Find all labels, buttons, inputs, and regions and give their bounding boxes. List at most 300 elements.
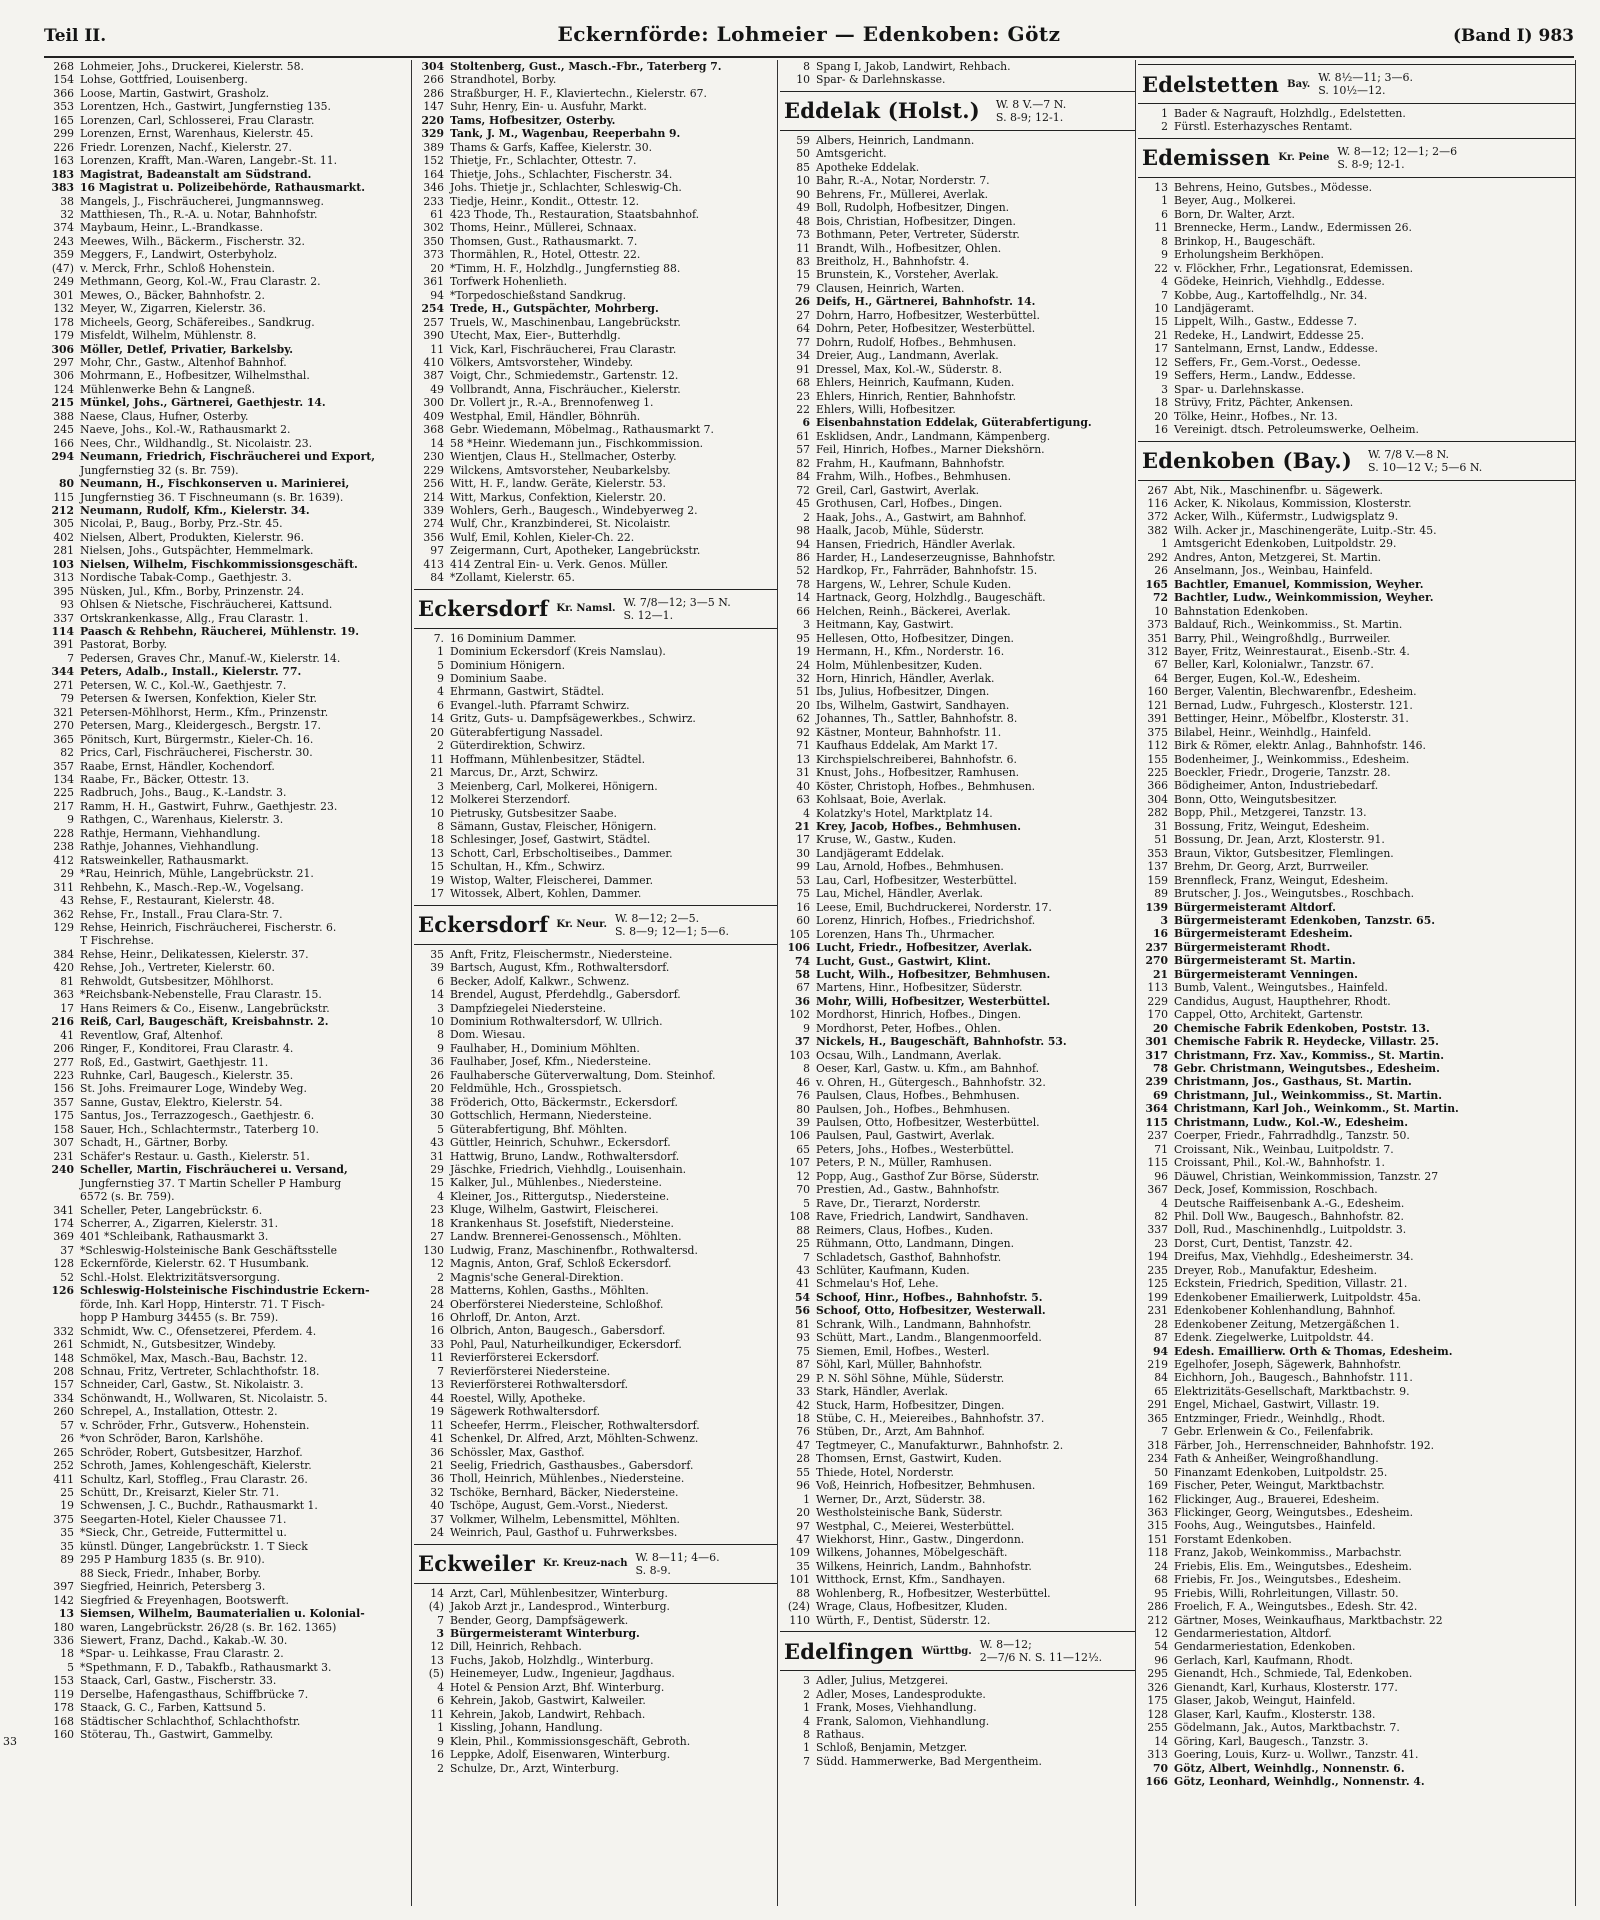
directory-entry [414,141,777,154]
entry-text: Frahm, Wilh., Hofbes., Behmhusen. [816,470,1011,484]
entry-text: Apotheke Eddelak. [816,160,920,174]
directory-entry [1138,1371,1575,1384]
entry-text: Schönwandt, H., Wollwaren, St. Nicolaistr. 5. [80,1391,328,1405]
phone-number: 18 [430,833,444,847]
entry-text: Schroth, James, Kohlengeschäft, Kielerstr. [80,1459,312,1473]
entry-text: Fischer, Peter, Weingut, Marktbachstr. [1174,1479,1385,1493]
entry-text: Paulsen, Joh., Hofbes., Behmhusen. [816,1102,1011,1116]
directory-entry [1138,396,1575,409]
entry-text: Hargens, W., Lehrer, Schule Kuden. [816,577,1012,591]
directory-entry [1138,1197,1575,1210]
directory-entry [1138,524,1575,537]
phone-number: 382 [1147,523,1168,537]
directory-entry [44,773,411,786]
entry-text: Ratsweinkeller, Rathausmarkt. [80,853,249,867]
entry-text: Schrank, Wilh., Landmann, Bahnhofstr. [816,1317,1032,1331]
entry-text: Revierförsterei Niedersteine. [450,1364,611,1378]
phone-number: 54 [794,1290,810,1304]
entry-text: Froelich, F. A., Weingutsbes., Edesh. Str. 42. [1174,1600,1418,1614]
phone-number: 29 [60,867,74,881]
phone-number: 199 [1147,1290,1168,1304]
directory-entry [1138,1170,1575,1183]
directory-entry [414,1392,777,1405]
entry-text: Matterns, Kohlen, Gasths., Möhlten. [450,1284,649,1298]
entry-text: künstl. Dünger, Langebrückstr. 1. T Sieck [80,1539,308,1553]
directory-entry [414,1002,777,1015]
office-hours: W. 8—12; 2—7/6 N. S. 11—12½. [979,1638,1103,1665]
entry-text: Gienandt, Karl, Kurhaus, Klosterstr. 177. [1174,1680,1398,1694]
phone-number: 165 [53,113,74,127]
phone-number: 65 [1154,1384,1168,1398]
directory-entry [44,1728,411,1741]
entry-text: Bachtler, Ludw., Weinkommission, Weyher. [1174,591,1434,605]
phone-number: 152 [423,154,444,168]
directory-entry [414,1640,777,1653]
entry-text: Anft, Fritz, Fleischermstr., Niedersteine. [450,947,673,961]
directory-entry [414,1203,777,1216]
directory-entry [780,1197,1135,1210]
directory-entry [44,1190,411,1203]
entry-text: Tschöke, Bernhard, Bäcker, Niedersteine. [450,1485,679,1499]
entry-text: Wiekhorst, Hinr., Gastw., Dingerdonn. [816,1533,1025,1547]
entry-text: Adler, Moses, Landesprodukte. [816,1687,986,1701]
directory-entry [1138,1560,1575,1573]
directory-entry [780,1116,1135,1129]
directory-entry [780,1156,1135,1169]
entry-text: 423 Thode, Th., Restauration, Staatsbahnhof. [450,207,700,221]
entry-text: Seffers, Herm., Landw., Eddesse. [1174,369,1356,383]
directory-entry [1138,1573,1575,1586]
entry-text: Kästner, Monteur, Bahnhofstr. 11. [816,725,1002,739]
phone-number: 265 [53,1445,74,1459]
office-hours: W. 8½—11; 3—6. S. 10½—12. [1318,71,1413,97]
phone-number: 75 [796,1344,810,1358]
phone-number: 212 [51,503,74,517]
entry-text: Ruhnke, Carl, Baugesch., Kielerstr. 35. [80,1068,294,1082]
phone-number: 14 [796,591,810,605]
entry-text: Radbruch, Johs., Baug., K.-Landstr. 3. [80,786,287,800]
phone-number: 306 [53,369,74,383]
entry-text: Volkmer, Wilhelm, Lebensmittel, Möhlten. [450,1512,680,1526]
directory-entry [780,618,1135,631]
phone-number: 90 [796,187,810,201]
entry-text: Esklidsen, Andr., Landmann, Kämpenberg. [816,429,1051,443]
entry-text: Voß, Heinrich, Hofbesitzer, Behmhusen. [816,1479,1036,1493]
entry-text: *von Schröder, Baron, Karlshöhe. [80,1432,264,1446]
entry-text: Edenkobener Emailierwerk, Luitpoldstr. 45a. [1174,1290,1422,1304]
directory-entry [1138,887,1575,900]
directory-entry [414,961,777,974]
directory-entry [780,470,1135,483]
phone-number: 82 [1154,1209,1168,1223]
directory-entry [414,262,777,275]
phone-number: 94 [1152,1344,1168,1358]
phone-number: 7 [67,651,74,665]
phone-number: 10 [430,1015,444,1028]
entry-text: Gendarmeriestation, Edenkoben. [1174,1640,1356,1654]
entry-text: Engel, Michael, Gastwirt, Villastr. 19. [1174,1398,1380,1412]
entry-text: Mohr, Chr., Gastw., Altenhof Bahnhof. [80,355,287,369]
phone-number: 20 [1154,409,1168,423]
directory-entry [1138,954,1575,967]
phone-number: 234 [1147,1452,1168,1466]
phone-number: 366 [1147,779,1168,793]
phone-number: 29 [430,1162,444,1176]
entry-text: 16 Magistrat u. Polizeibehörde, Rathausmarkt. [80,181,365,195]
directory-entry [780,1741,1135,1754]
directory-entry [780,1688,1135,1701]
office-hours: W. 7/8—12; 3—5 N. S. 12—1. [623,595,731,622]
entry-text: Schmidt, Ww. C., Ofensetzerei, Pferdem. 4. [80,1324,317,1338]
phone-number: 28 [430,1284,444,1298]
phone-number: 206 [53,1042,74,1056]
directory-entry [780,699,1135,712]
entry-text: Christmann, Ludw., Kol.-W., Edesheim. [1174,1115,1408,1129]
directory-entry [414,1627,777,1640]
entry-text: Greil, Carl, Gastwirt, Averlak. [816,483,979,497]
directory-entry [44,1647,411,1660]
phone-number: 114 [51,625,74,639]
office-hours: W. 8—12; 12—1; 2—6 S. 8-9; 12-1. [1337,144,1458,171]
directory-entry [44,1594,411,1607]
directory-entry [44,114,411,127]
entry-text: Tschöpe, August, Gem.-Vorst., Niederst. [450,1499,669,1513]
entry-text: Witt, Markus, Confektion, Kielerstr. 20. [450,490,667,504]
directory-entry [44,1244,411,1257]
phone-number: 78 [796,577,810,591]
entry-text: St. Johs. Freimaurer Loge, Windeby Weg. [80,1082,307,1096]
directory-entry [780,1533,1135,1546]
directory-entry [1138,1035,1575,1048]
entry-text: Glaser, Karl, Kaufm., Klosterstr. 138. [1174,1707,1376,1721]
entry-text: Breitholz, H., Bahnhofstr. 4. [816,254,970,268]
phone-number: 391 [1147,712,1168,726]
phone-number: 301 [53,288,74,302]
entry-text: Johs. Thietje jr., Schlachter, Schleswig-Ch. [450,181,682,195]
entry-text: Popp, Aug., Gasthof Zur Börse, Süderstr. [816,1169,1040,1183]
phone-number: 1 [1161,107,1168,120]
directory-entry [780,161,1135,174]
entry-text: Eichhorn, Joh., Baugesch., Bahnhofstr. 111. [1174,1371,1413,1385]
entry-text: Brunstein, K., Vorsteher, Averlak. [816,268,999,282]
directory-entry [780,511,1135,524]
entry-text: Trede, H., Gutspächter, Mohrberg. [450,302,659,316]
phone-number: 165 [1145,577,1168,591]
directory-entry [1138,1156,1575,1169]
phone-number: 20 [430,261,444,275]
entry-text: Petersen & Iwersen, Konfektion, Kieler Str. [80,692,317,706]
entry-text: Pohl, Paul, Naturheilkundiger, Eckersdorf. [450,1337,682,1351]
directory-entry [780,1089,1135,1102]
entry-text: Lau, Carl, Hofbesitzer, Westerbüttel. [816,873,1017,887]
phone-number: 39 [796,1115,810,1129]
phone-number: 63 [796,793,810,807]
directory-entry [44,437,411,450]
entry-text: Lorenzen, Carl, Schlosserei, Frau Clarastr. [80,113,315,127]
directory-entry [780,1546,1135,1559]
directory-entry [414,437,777,450]
directory-entry [780,1399,1135,1412]
entry-text: Nielsen, Albert, Produkten, Kielerstr. 96. [80,530,305,544]
phone-number: 137 [1147,860,1168,874]
phone-number: 179 [53,329,74,343]
district-label: Kr. Neur. [556,919,608,931]
phone-number: 16 [796,900,810,914]
phone-number: 336 [53,1634,74,1648]
directory-entry [414,1694,777,1707]
entry-text: Bayer, Fritz, Weinrestaurat., Eisenb.-Str. 4. [1174,644,1410,658]
entry-text: Sauer, Hch., Schlachtermstr., Taterberg 10. [80,1122,319,1136]
directory-entry [1138,1533,1575,1546]
entry-text: Albers, Heinrich, Landmann. [816,133,975,147]
phone-number: 95 [796,631,810,645]
phone-number: 70 [796,1183,810,1197]
directory-entry [780,995,1135,1008]
directory-entry [780,188,1135,201]
phone-number: 53 [796,873,810,887]
directory-entry [1138,537,1575,550]
directory-entry [1138,1318,1575,1331]
directory-entry [44,1042,411,1055]
phone-number: 6 [437,974,444,988]
directory-entry [780,242,1135,255]
directory-entry [780,295,1135,308]
entry-text: Matthiesen, Th., R.-A. u. Notar, Bahnhofstr. [80,207,318,221]
phone-number: 9 [437,672,444,686]
phone-number: 27 [796,308,810,322]
directory-entry [780,847,1135,860]
directory-entry [44,1473,411,1486]
directory-entry [1138,847,1575,860]
directory-entry [414,632,777,645]
entry-text: Hans Reimers & Co., Eisenw., Langebrückstr. [80,1001,330,1015]
directory-entry [414,1150,777,1163]
phone-number: 110 [789,1613,810,1627]
place-heading [1138,138,1575,178]
entry-text: Krey, Jacob, Hofbes., Behmhusen. [816,820,1021,834]
directory-entry [780,1251,1135,1264]
phone-number: 20 [1152,1021,1168,1035]
phone-number: 7. [433,631,444,645]
phone-number: 365 [53,732,74,746]
entry-text: Molkerei Sterzendorf. [450,793,571,807]
phone-number: (5) [428,1667,444,1681]
entry-text: Dr. Vollert jr., R.-A., Brennofenweg 1. [450,396,654,410]
phone-number: 79 [796,281,810,295]
district-label: Kr. Peine [1278,152,1330,164]
entry-text: Peters, Adalb., Install., Kielerstr. 77. [80,665,302,679]
entry-text: Dohrn, Rudolf, Hofbes., Behmhusen. [816,335,1017,349]
directory-entry [414,1271,777,1284]
entry-text: Güterabfertigung, Bhf. Möhlten. [450,1122,628,1136]
entry-text: 414 Zentral Ein- u. Verk. Genos. Müller. [450,557,669,571]
phone-number: 225 [53,786,74,800]
phone-number: 302 [423,221,444,235]
directory-entry [44,679,411,692]
directory-entry [780,645,1135,658]
phone-number: 86 [796,550,810,564]
directory-entry [44,571,411,584]
directory-entry [1138,262,1575,275]
phone-number: 2 [437,1761,444,1775]
phone-number: 10 [1154,604,1168,618]
directory-entry [1138,510,1575,523]
place-heading [414,589,777,629]
directory-entry [414,1405,777,1418]
place-name: Eckweiler [418,1551,535,1577]
phone-number: 359 [53,248,74,262]
entry-text: Rühmann, Otto, Landmann, Dingen. [816,1237,1015,1251]
phone-number: 214 [423,490,444,504]
directory-entry [780,1425,1135,1438]
directory-entry [780,1614,1135,1627]
directory-entry [1138,181,1575,194]
entry-text: Sägewerk Rothwaltersdorf. [450,1405,601,1419]
phone-number: 361 [423,275,444,289]
phone-number: 32 [60,207,74,221]
entry-text: Witthock, Ernst, Kfm., Sandhayen. [816,1573,1006,1587]
phone-number: 56 [794,1304,810,1318]
phone-number: 229 [423,463,444,477]
phone-number: 17 [796,833,810,847]
directory-entry [414,343,777,356]
phone-number: 2 [803,510,810,524]
directory-entry [414,168,777,181]
entry-text: Jakob Arzt jr., Landesprod., Winterburg. [450,1600,670,1614]
entry-text: Staack, Carl, Gastw., Fischerstr. 33. [80,1674,277,1688]
entry-text: Voigt, Chr., Schmiedemstr., Gartenstr. 12. [450,369,679,383]
directory-entry [780,376,1135,389]
directory-entry [780,1237,1135,1250]
entry-text: Gebr. Erlenwein & Co., Feilenfabrik. [1174,1425,1374,1439]
phone-number: 71 [796,739,810,753]
entry-text: Wilh. Acker jr., Maschinengeräte, Luitp.-Str. 45. [1174,523,1437,537]
directory-entry [1138,1748,1575,1761]
directory-entry [414,1762,777,1775]
directory-entry [780,1573,1135,1586]
entry-text: Lorenzen, Ernst, Warenhaus, Kielerstr. 45. [80,127,314,141]
entry-text: Hellesen, Otto, Hofbesitzer, Dingen. [816,631,1014,645]
entry-text: Lau, Michel, Händler, Averlak. [816,887,983,901]
directory-entry [1138,1762,1575,1775]
entry-text: Rathje, Johannes, Viehhandlung. [80,840,259,854]
phone-number: 112 [1147,739,1168,753]
directory-entry [414,195,777,208]
entry-text: Boeckler, Friedr., Drogerie, Tanzstr. 28. [1174,766,1391,780]
entry-text: Naese, Claus, Hufner, Osterby. [80,409,249,423]
directory-entry [414,793,777,806]
phone-number: 93 [796,1331,810,1345]
phone-number: 420 [53,961,74,975]
phone-number: 19 [1154,369,1168,383]
phone-number: 88 [796,1586,810,1600]
entry-text: Stuck, Harm, Hofbesitzer, Dingen. [816,1398,1005,1412]
phone-number: 208 [53,1364,74,1378]
phone-number: 11 [430,1418,444,1432]
entry-text: Hermann, H., Kfm., Norderstr. 16. [816,645,1005,659]
directory-entry [44,961,411,974]
directory-entry [414,1042,777,1055]
entry-text: Bürgermeisteramt Winterburg. [450,1627,640,1641]
entry-text: Forstamt Edenkoben. [1174,1532,1292,1546]
directory-entry [44,1486,411,1499]
phone-number: 3 [437,1001,444,1015]
phone-number: 43 [796,1263,810,1277]
directory-entry [44,1352,411,1365]
entry-text: Franz, Jakob, Weinkommiss., Marbachstr. [1174,1546,1402,1560]
directory-entry [1138,901,1575,914]
directory-entry [780,1143,1135,1156]
directory-entry [1138,1735,1575,1748]
directory-entry [44,450,411,463]
directory-entry [414,1257,777,1270]
phone-number: 49 [796,201,810,215]
directory-entry [44,1634,411,1647]
entry-text: Gritz, Guts- u. Dampfsägewerkbes., Schwirz. [450,712,696,726]
directory-entry [780,793,1135,806]
phone-number: 21 [430,766,444,780]
phone-number: 13 [430,1378,444,1392]
directory-entry [780,390,1135,403]
phone-number: 28 [1154,1317,1168,1331]
directory-entry [44,1150,411,1163]
entry-text: Reventlow, Graf, Altenhof. [80,1028,224,1042]
phone-number: 36 [794,994,810,1008]
directory-entry [44,1701,411,1714]
entry-text: Siemen, Emil, Hofbes., Westerl. [816,1344,990,1358]
entry-text: *Zollamt, Kielerstr. 65. [450,571,575,585]
directory-entry [414,1015,777,1028]
directory-entry [780,887,1135,900]
entry-text: Redeke, H., Landwirt, Eddesse 25. [1174,328,1365,342]
phone-number: 44 [430,1391,444,1405]
directory-entry [780,1345,1135,1358]
entry-text: Dressel, Max, Kol.-W., Süderstr. 8. [816,362,1002,376]
directory-entry [1138,1116,1575,1129]
phone-number: 5 [67,1660,74,1674]
directory-entry [1138,1667,1575,1680]
directory-entry [780,591,1135,604]
directory-entry [1138,1345,1575,1358]
phone-number: 23 [796,389,810,403]
phone-number: 12 [1154,355,1168,369]
entry-text: Kehrein, Jakob, Landwirt, Rehbach. [450,1707,646,1721]
entry-text: Brennecke, Herm., Landw., Edermissen 26. [1174,221,1412,235]
entry-text: Beyer, Aug., Molkerei. [1174,194,1296,208]
directory-entry [780,874,1135,887]
directory-entry [780,255,1135,268]
phone-number: (47) [51,261,74,275]
entry-text: Suhr, Henry, Ein- u. Ausfuhr, Markt. [450,100,647,114]
phone-number: 375 [53,1512,74,1526]
entry-text: Hardkop, Fr., Fahrräder, Bahnhofstr. 15. [816,564,1038,578]
entry-text: Dom. Wiesau. [450,1028,526,1042]
entry-text: Feldmühle, Hch., Grosspietsch. [450,1082,622,1096]
phone-number: 363 [1147,1505,1168,1519]
directory-entry [44,369,411,382]
phone-number: 10 [430,806,444,820]
directory-entry [414,1708,777,1721]
directory-entry [44,1580,411,1593]
entry-text: Wilkens, Heinrich, Landm., Bahnhofstr. [816,1559,1032,1573]
directory-entry [414,1486,777,1499]
entry-text: Lucht, Wilh., Hofbesitzer, Behmhusen. [816,968,1051,981]
entry-text: Petersen, W. C., Kol.-W., Gaethjestr. 7. [80,678,287,692]
phone-number: 41 [430,1432,444,1446]
phone-number: 162 [1147,1492,1168,1506]
phone-number: 91 [796,362,810,376]
phone-number: (24) [787,1600,810,1614]
